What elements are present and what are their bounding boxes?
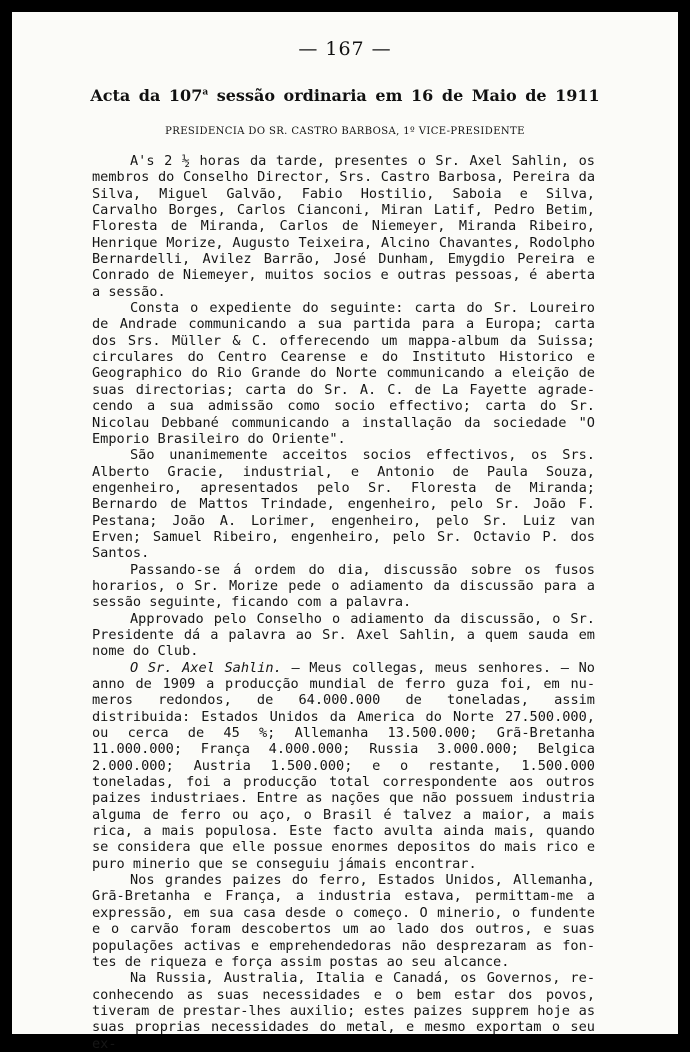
paragraph-speech [92, 660, 595, 872]
paragraph-order-of-day: Passando-se á ordem do dia, discussão sobre os fusos horarios, o Sr. Morize pede o adiamento da discussão para a sessão seguinte, ficando com a palavra. [92, 561, 595, 611]
page-title [52, 86, 638, 105]
speech-opening: — Meus collegas, meus senhores. — No anno de 1909 a producção mundial de ferro guza foi, em numeros redondos, de 64.000.000 de toneladas, assim distribuida: Estados Unidos da America do Norte 27.500.000, ou cerca de 45 %; Allemanha 13.500.000; Grã-Bretanha 11.000.000; França 4.000.000; Russia 3.000.000; Belgica 2.000.000; Austria 1.500.000; e o restante, 1.500.000 toneladas, foi a producção total correspondente aos outros paizes industriaes. Entre as nações que não possuem industria alguma de ferro ou aço, o Brasil é talvez a maior, a mais rica, a mais populosa. Este facto avulta ainda mais, quando se considera que elle possue enormes depositos do mais rico e puro minerio que se conseguiu jámais encontrar. [92, 659, 595, 872]
page-number: — 167 — [298, 38, 392, 60]
title-main: Acta da 107 [90, 86, 203, 105]
presidency-subtitle: PRESIDENCIA DO SR. CASTRO BARBOSA, 1º VICE-PRESIDENTE [165, 126, 525, 137]
paragraph-governments: Na Russia, Australia, Italia e Canadá, os Governos, reconhecendo as suas necessidades e o bem estar dos povos, tiveram de prestar-lhes auxilio; estes paizes supprem hoje as suas proprias necessidades do metal, e mesmo exportam o seu ex- [92, 970, 595, 1052]
title-superscript: a [202, 87, 209, 98]
speaker-name: O Sr. Axel Sahlin. [130, 659, 282, 676]
paragraph-attendance: A's 2 ½ horas da tarde, presentes o Sr. Axel Sahlin, os membros do Conselho Director, Srs. Castro Barbosa, Pereira da Silva, Miguel Galvão, Fabio Hostilio, Saboia e Silva, Carvalho Borges, Carlos Cianconi, Miran Latif, Pedro Betim, Floresta de Miranda, Carlos de Niemeyer, Miranda Ribeiro, Henrique Morize, Augusto Teixeira, Alcino Chavantes, Rodolpho Bernardelli, Avilez Barrão, José Dunham, Emygdio Pereira e Conrado de Niemeyer, muitos socios e outras pessoas, é aberta a sessão. [92, 153, 595, 300]
paragraph-iron-countries: Nos grandes paizes do ferro, Estados Unidos, Allemanha, Grã-Bretanha e França, a industria estava, permittam-me a expressão, em sua casa desde o começo. O minerio, o fundente e o carvão foram descobertos um ao lado dos outros, e suas populações activas e emprehendedoras não desprezaram as fontes de riqueza e força assim postas ao seu alcance. [92, 872, 595, 970]
document-page [12, 12, 678, 1052]
title-rest: sessão ordinaria em 16 de Maio de 1911 [208, 86, 600, 105]
paragraph-correspondence: Consta o expediente do seguinte: carta do Sr. Loureiro de Andrade communicando a sua partida para a Europa; carta dos Srs. Müller & C. offerecendo um mappa-album da Suissa; circulares do Centro Cearense e do Instituto Historico e Geographico do Rio Grande do Norte communicando a eleição de suas directorias; carta do Sr. A. C. de La Fayette agradecendo a sua admissão como socio effectivo; carta do Sr. Nicolau Debbané communicando a installação da sociedade "O Emporio Brasileiro do Oriente". [92, 300, 595, 447]
paragraph-adjournment: Approvado pelo Conselho o adiamento da discussão, o Sr. Presidente dá a palavra ao Sr. Axel Sahlin, a quem sauda em nome do Club. [92, 610, 595, 660]
minutes-body [92, 153, 595, 1052]
paragraph-new-members: São unanimemente acceitos socios effectivos, os Srs. Alberto Gracie, industrial, e Antonio de Paula Souza, engenheiro, apresentados pelo Sr. Floresta de Miranda; Bernardo de Mattos Trindade, engenheiro, pelo Sr. João F. Pestana; João A. Lorimer, engenheiro, pelo Sr. Luiz van Erven; Samuel Ribeiro, engenheiro, pelo Sr. Octavio P. dos Santos. [92, 447, 595, 562]
